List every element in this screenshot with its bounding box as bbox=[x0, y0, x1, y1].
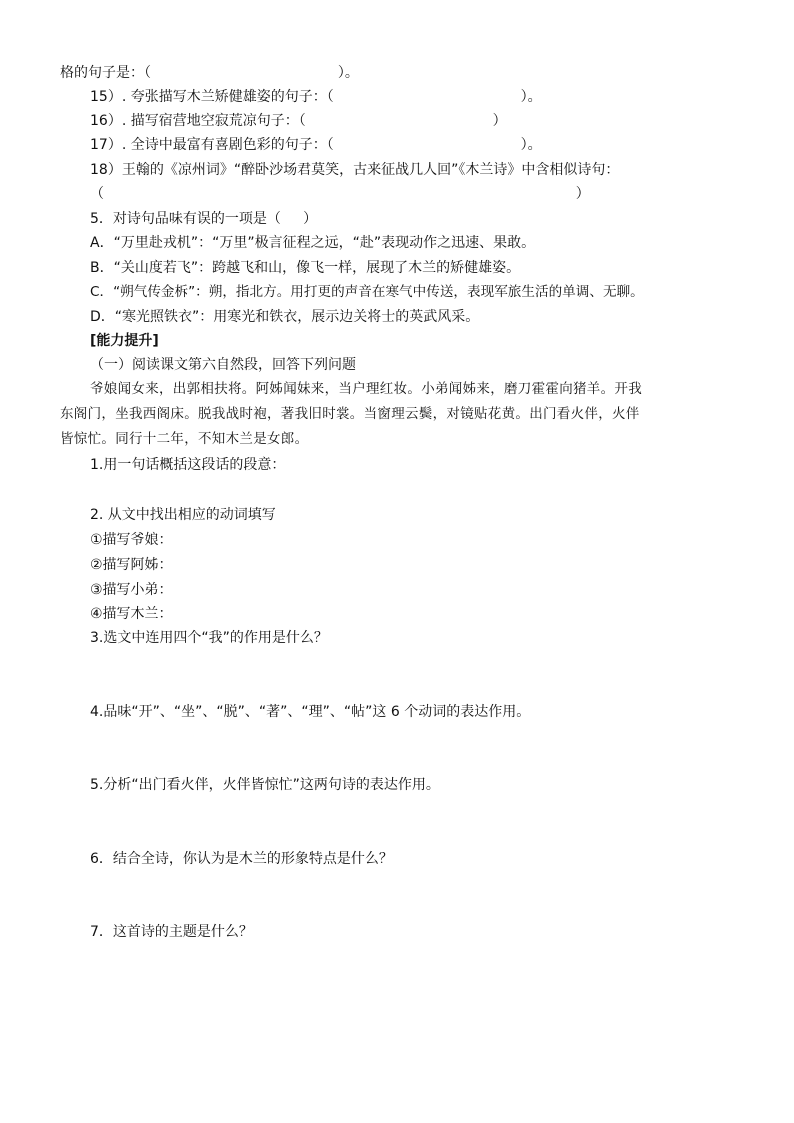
question-7: 7．这首诗的主题是什么？ bbox=[90, 924, 253, 940]
question-4: 4.品味“开”、“坐”、“脱”、“著”、“理”、“帖”这 6 个动词的表达作用。 bbox=[90, 704, 531, 720]
mc-stem: 5．对诗句品味有误的一项是（ ） bbox=[90, 211, 318, 227]
passage-line: 东阁门，坐我西阁床。脱我战时袍，著我旧时裳。当窗理云鬓，对镜贴花黄。出门看火伴，火伴 bbox=[60, 406, 640, 422]
passage-line: 爷娘闻女来，出郭相扶将。阿姊闻妹来，当户理红妆。小弟闻姊来，磨刀霍霍向猪羊。开我 bbox=[90, 381, 642, 397]
q2-item: ①描写爷娘： bbox=[90, 532, 173, 548]
question-5: 5.分析“出门看火伴，火伴皆惊忙”这两句诗的表达作用。 bbox=[90, 777, 440, 793]
q18-blank: （ ） bbox=[90, 186, 590, 202]
question-6: 6．结合全诗，你认为是木兰的形象特点是什么？ bbox=[90, 851, 393, 867]
question-1: 1.用一句话概括这段话的段意： bbox=[90, 457, 286, 473]
q16: 16）. 描写宿营地空寂荒凉句子：（ ） bbox=[90, 113, 507, 129]
section-heading: [能力提升] bbox=[90, 333, 159, 349]
q17: 17）. 全诗中最富有喜剧色彩的句子：（ ）。 bbox=[90, 137, 542, 153]
question-3: 3.选文中连用四个“我”的作用是什么？ bbox=[90, 630, 328, 646]
mc-option-d: D．“寒光照铁衣”：用寒光和铁衣，展示边关将士的英武风采。 bbox=[90, 309, 480, 325]
q18: 18）王翰的《凉州词》“醉卧沙场君莫笑，古来征战几人回”《木兰诗》中含相似诗句： bbox=[90, 162, 620, 178]
q2-item: ③描写小弟： bbox=[90, 582, 173, 598]
q15: 15）. 夸张描写木兰矫健雄姿的句子：（ ）。 bbox=[90, 89, 542, 105]
passage-line: 皆惊忙。同行十二年，不知木兰是女郎。 bbox=[60, 431, 309, 447]
mc-option-c: C．“朔气传金柝”：朔，指北方。用打更的声音在寒气中传送，表现军旅生活的单调、无聊。 bbox=[90, 284, 644, 300]
mc-option-a: A．“万里赴戎机”：“万里”极言征程之远，“赴”表现动作之迅速、果敢。 bbox=[90, 235, 536, 251]
mc-option-b: B．“关山度若飞”：跨越飞和山，像飞一样，展现了木兰的矫健雄姿。 bbox=[90, 260, 521, 276]
q2-item: ④描写木兰： bbox=[90, 606, 173, 622]
q14-tail: 格的句子是：（ ）。 bbox=[60, 65, 359, 81]
q2-item: ②描写阿姊： bbox=[90, 557, 173, 573]
question-2: 2. 从文中找出相应的动词填写 bbox=[90, 507, 276, 523]
reading-instruction: （一）阅读课文第六自然段，回答下列问题 bbox=[90, 357, 356, 373]
